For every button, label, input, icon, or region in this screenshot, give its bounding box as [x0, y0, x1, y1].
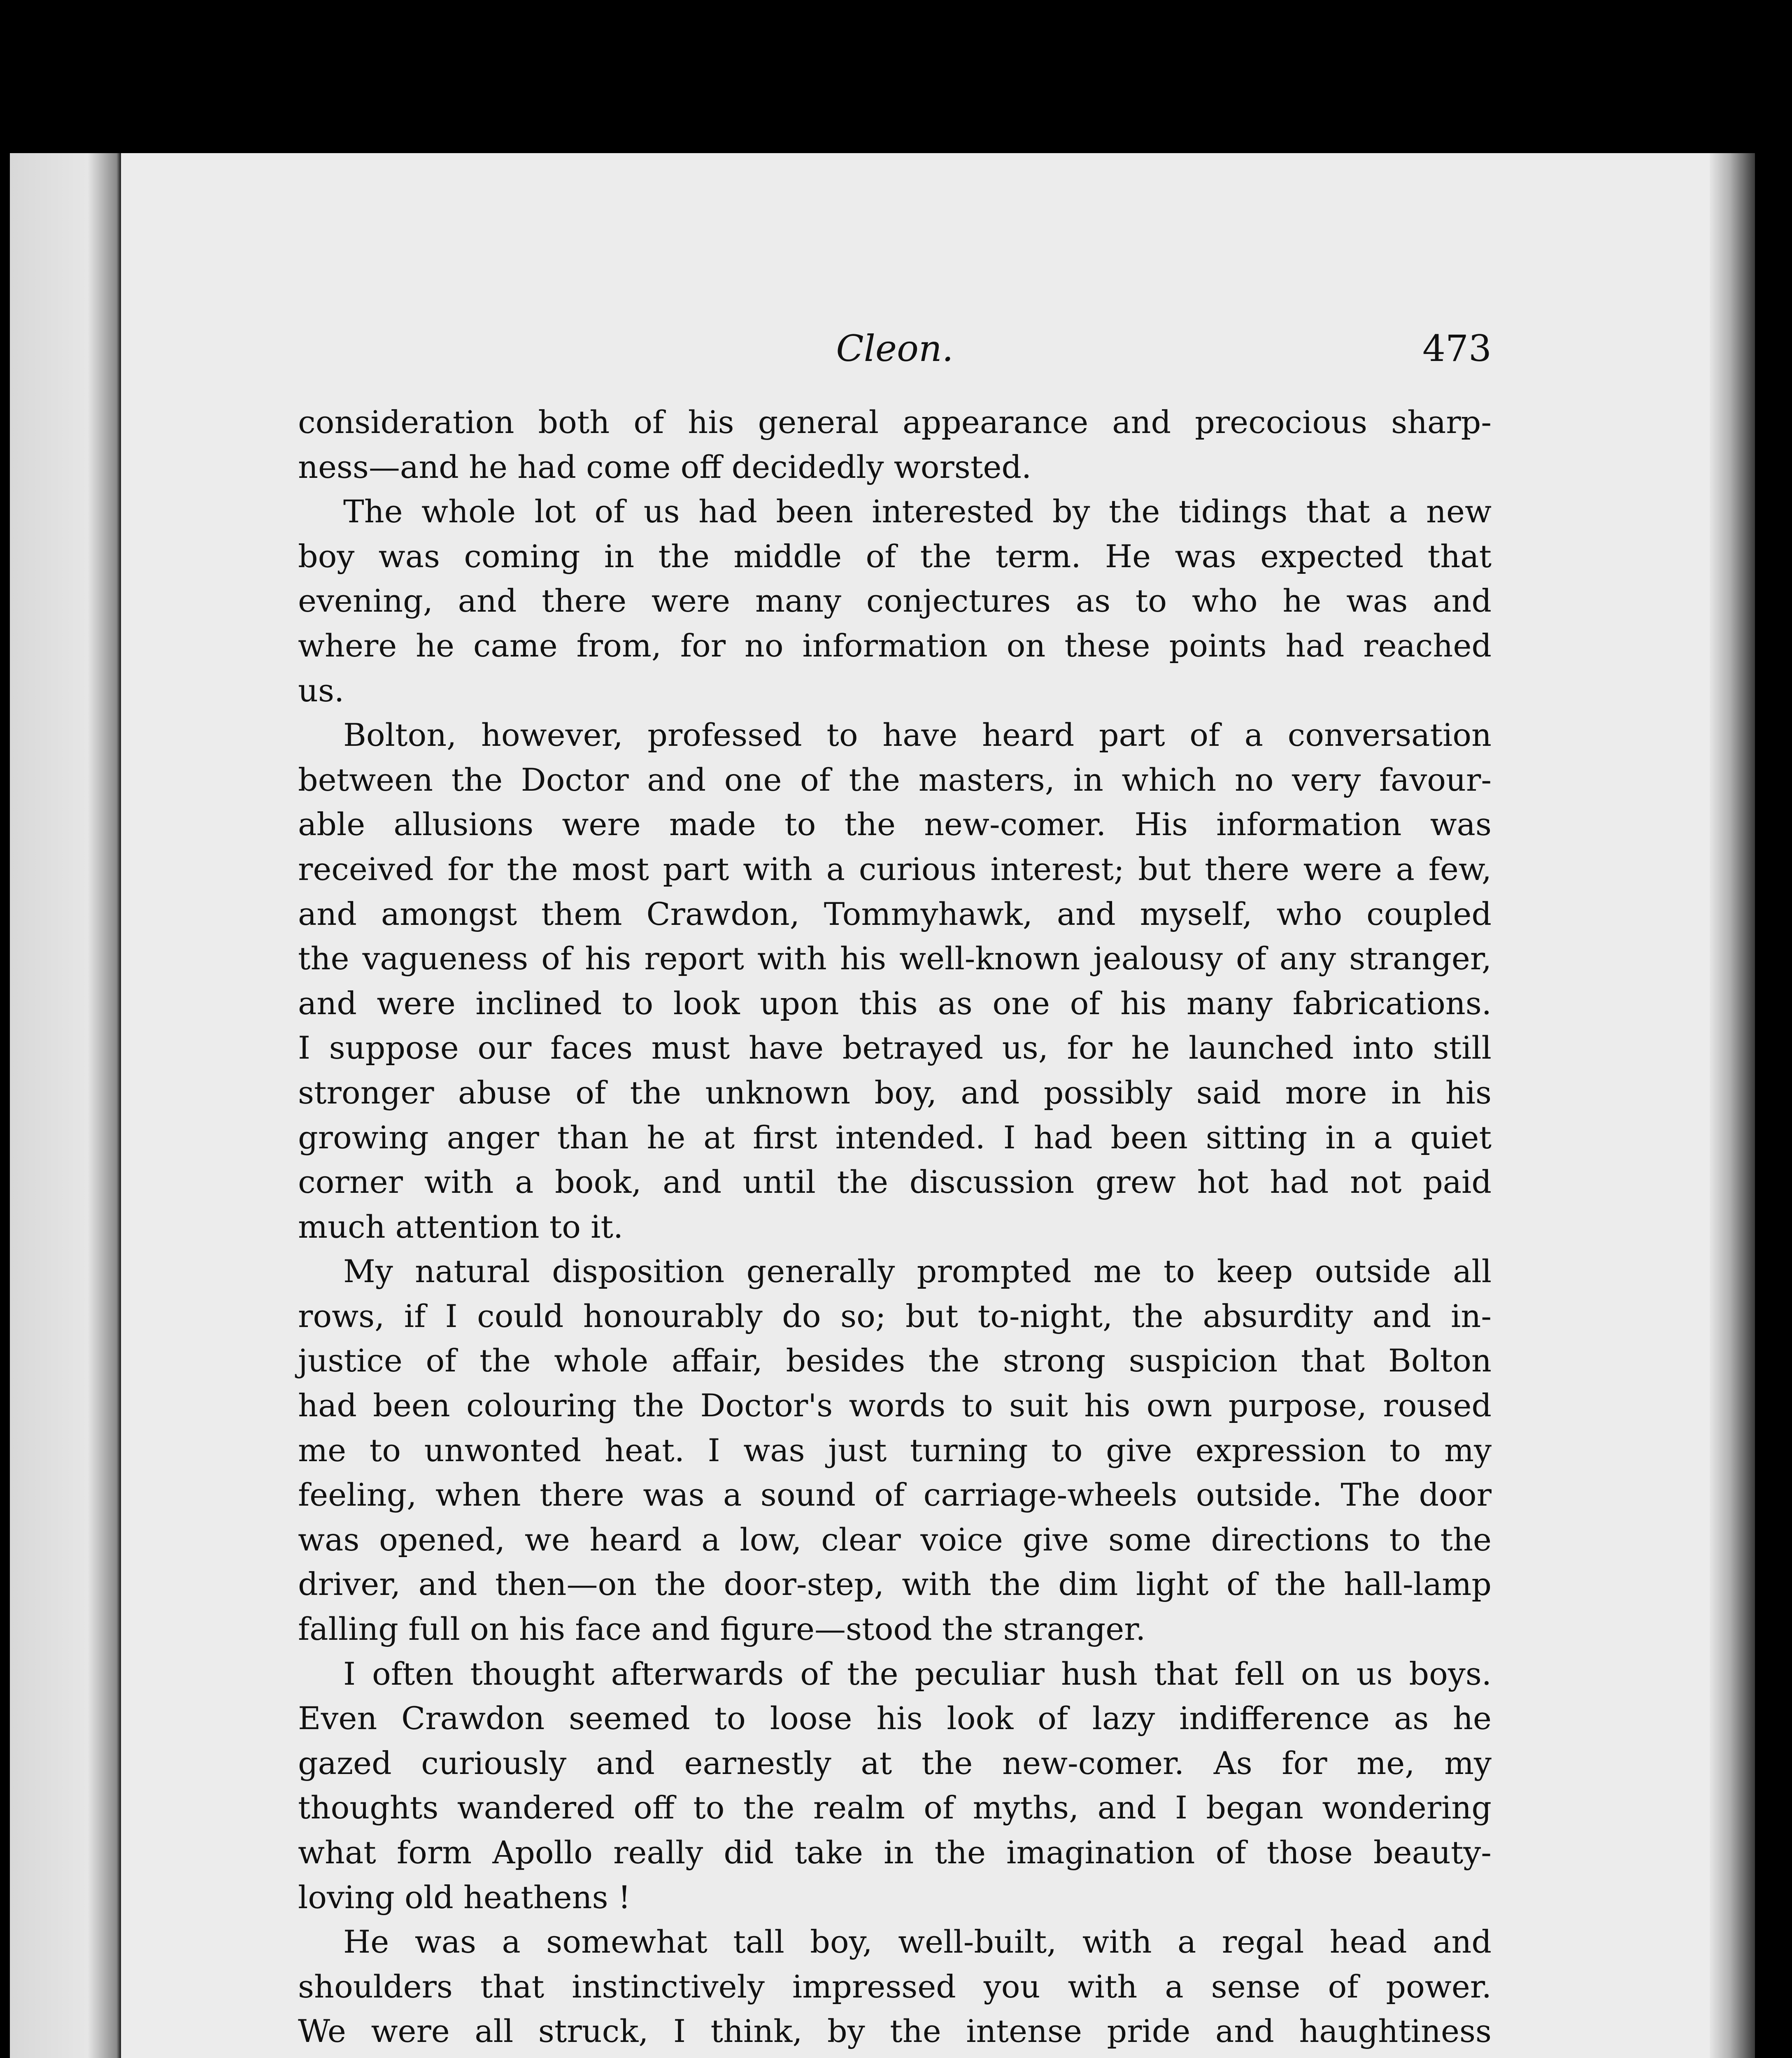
text-line: loving old heathens !	[298, 1879, 631, 1916]
text-line: Even Crawdon seemed to loose his look of lazy indifference as he	[298, 1700, 1492, 1737]
text-line: justice of the whole affair, besides the strong suspicion that Bolton	[298, 1342, 1492, 1379]
text-line: Bolton, however, professed to have heard part of a conversation	[343, 717, 1492, 754]
text-line: able allusions were made to the new-comer. His information was	[298, 806, 1492, 843]
text-line: ness—and he had come off decidedly worsted.	[298, 448, 1032, 485]
book-page	[10, 153, 1755, 2058]
text-line: stronger abuse of the unknown boy, and possibly said more in his	[298, 1074, 1492, 1111]
text-line: was opened, we heard a low, clear voice give some directions to the	[298, 1521, 1492, 1558]
text-line: what form Apollo really did take in the imagination of those beauty-	[298, 1834, 1492, 1871]
text-line: where he came from, for no information on these points had reached	[298, 627, 1492, 664]
running-head	[298, 326, 1492, 371]
text-line: I often thought afterwards of the peculiar hush that fell on us boys.	[343, 1655, 1492, 1692]
text-line: My natural disposition generally prompted me to keep outside all	[343, 1253, 1492, 1290]
text-line: rows, if I could honourably do so; but to-night, the absurdity and in-	[298, 1297, 1492, 1334]
text-line: received for the most part with a curious interest; but there were a few,	[298, 850, 1492, 887]
text-line: the vagueness of his report with his well-known jealousy of any stranger,	[298, 940, 1492, 977]
text-line: shoulders that instinctively impressed you with a sense of power.	[298, 1968, 1492, 2005]
text-line: between the Doctor and one of the masters, in which no very favour-	[298, 761, 1492, 798]
left-page-edge	[10, 153, 121, 2058]
text-line: and were inclined to look upon this as one of his many fabrications.	[298, 985, 1492, 1022]
body-text	[298, 400, 1492, 2058]
text-line: He was a somewhat tall boy, well-built, with a regal head and	[343, 1923, 1492, 1960]
text-line: The whole lot of us had been interested by the tidings that a new	[343, 493, 1492, 530]
text-line	[298, 2054, 1492, 2058]
text-line: I suppose our faces must have betrayed us, for he launched into still	[298, 1029, 1492, 1066]
text-line: We were all struck, I think, by the intense pride and haughtiness	[298, 2013, 1492, 2050]
text-line: us.	[298, 672, 344, 709]
text-line: falling full on his face and figure—stood the stranger.	[298, 1611, 1146, 1648]
page-number: 473	[1422, 327, 1492, 370]
text-line: consideration both of his general appearance and precocious sharp-	[298, 404, 1492, 440]
text-line: growing anger than he at first intended. I had been sitting in a quiet	[298, 1119, 1492, 1156]
text-line: much attention to it.	[298, 1208, 624, 1245]
running-title: Cleon.	[836, 327, 954, 370]
text-line: feeling, when there was a sound of carriage-wheels outside. The door	[298, 1476, 1492, 1513]
text-line: and amongst them Crawdon, Tommyhawk, and myself, who coupled	[298, 895, 1492, 932]
text-line: corner with a book, and until the discussion grew hot had not paid	[298, 1164, 1492, 1201]
text-line: gazed curiously and earnestly at the new-comer. As for me, my	[298, 1744, 1492, 1781]
text-line: driver, and then—on the door-step, with the dim light of the hall-lamp	[298, 1566, 1492, 1603]
text-line: boy was coming in the middle of the term. He was expected that	[298, 538, 1492, 575]
text-line: evening, and there were many conjectures as to who he was and	[298, 582, 1492, 619]
right-page-edge	[1710, 153, 1755, 2058]
text-line: me to unwonted heat. I was just turning to give expression to my	[298, 1432, 1492, 1469]
text-line: thoughts wandered off to the realm of myths, and I began wondering	[298, 1789, 1492, 1826]
text-line: had been colouring the Doctor's words to suit his own purpose, roused	[298, 1387, 1492, 1424]
